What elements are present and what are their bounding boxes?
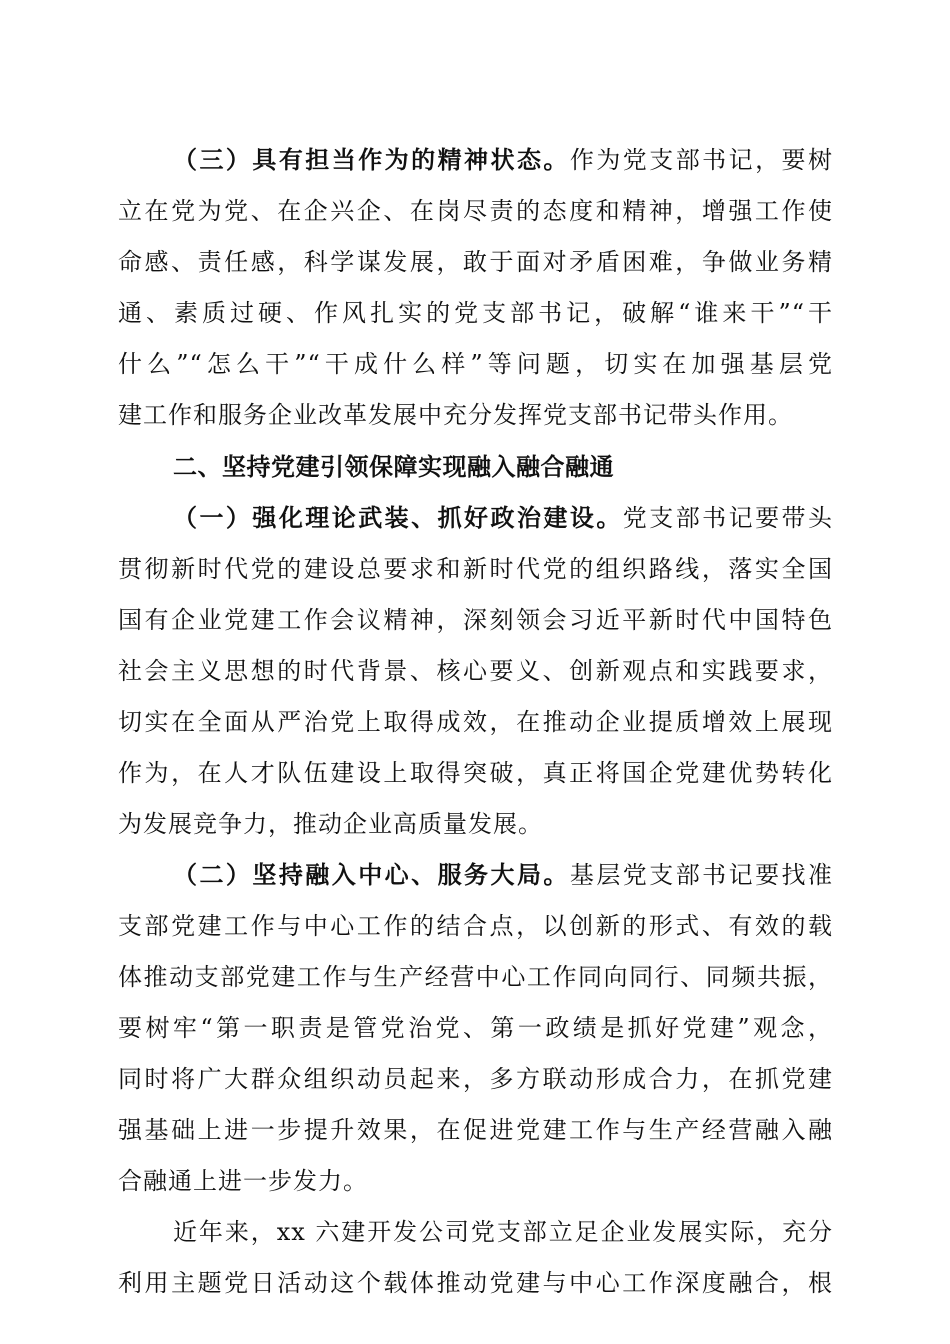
sub2-line-4: 要树牢“第一职责是管党治党、第一政绩是抓好党建”观念， <box>118 1014 833 1042</box>
final-para-line-2: 利用主题党日活动这个载体推动党建与中心工作深度融合，根 <box>118 1269 833 1297</box>
section3-text-1: 作为党支部书记，要树 <box>569 146 833 174</box>
sub2-text-1: 基层党支部书记要找准 <box>569 861 833 889</box>
sub1-text-1: 党支部书记要带头 <box>622 504 834 532</box>
sub2-line-1 <box>173 860 833 890</box>
sub1-line-3: 国有企业党建工作会议精神，深刻领会习近平新时代中国特色 <box>118 606 833 634</box>
section-heading-2: 二、坚持党建引领保障实现融入融合融通 <box>173 453 614 481</box>
section3-line-6: 建工作和服务企业改革发展中充分发挥党支部书记带头作用。 <box>118 401 793 429</box>
sub2-line-3: 体推动支部党建工作与生产经营中心工作同向同行、同频共振， <box>118 963 833 991</box>
sub2-line-6: 强基础上进一步提升效果，在促进党建工作与生产经营融入融 <box>118 1116 833 1144</box>
sub1-line-2: 贯彻新时代党的建设总要求和新时代党的组织路线，落实全国 <box>118 555 833 583</box>
final-para-line-1: 近年来，xx 六建开发公司党支部立足企业发展实际，充分 <box>173 1218 833 1246</box>
section3-line-1 <box>173 145 833 175</box>
section3-line-5: 什么”“怎么干”“干成什么样”等问题，切实在加强基层党 <box>118 350 833 378</box>
sub1-line-6: 作为，在人才队伍建设上取得突破，真正将国企党建优势转化 <box>118 759 833 787</box>
sub2-lead: （二）坚持融入中心、服务大局。 <box>173 861 570 889</box>
sub1-line-1 <box>173 503 833 533</box>
sub1-line-5: 切实在全面从严治党上取得成效，在推动企业提质增效上展现 <box>118 708 833 736</box>
section3-lead: （三）具有担当作为的精神状态。 <box>173 146 570 174</box>
section3-line-2: 立在党为党、在企兴企、在岗尽责的态度和精神，增强工作使 <box>118 197 833 225</box>
sub1-line-7: 为发展竞争力，推动企业高质量发展。 <box>118 810 543 838</box>
sub1-lead: （一）强化理论武装、抓好政治建设。 <box>173 504 623 532</box>
section3-line-3: 命感、责任感，科学谋发展，敢于面对矛盾困难，争做业务精 <box>118 248 833 276</box>
sub2-line-5: 同时将广大群众组织动员起来，多方联动形成合力，在抓党建 <box>118 1065 833 1093</box>
sub1-line-4: 社会主义思想的时代背景、核心要义、创新观点和实践要求， <box>118 657 833 685</box>
sub2-line-2: 支部党建工作与中心工作的结合点，以创新的形式、有效的载 <box>118 912 833 940</box>
sub2-line-7: 合融通上进一步发力。 <box>118 1167 368 1195</box>
section3-line-4: 通、素质过硬、作风扎实的党支部书记，破解“谁来干”“干 <box>118 299 833 327</box>
